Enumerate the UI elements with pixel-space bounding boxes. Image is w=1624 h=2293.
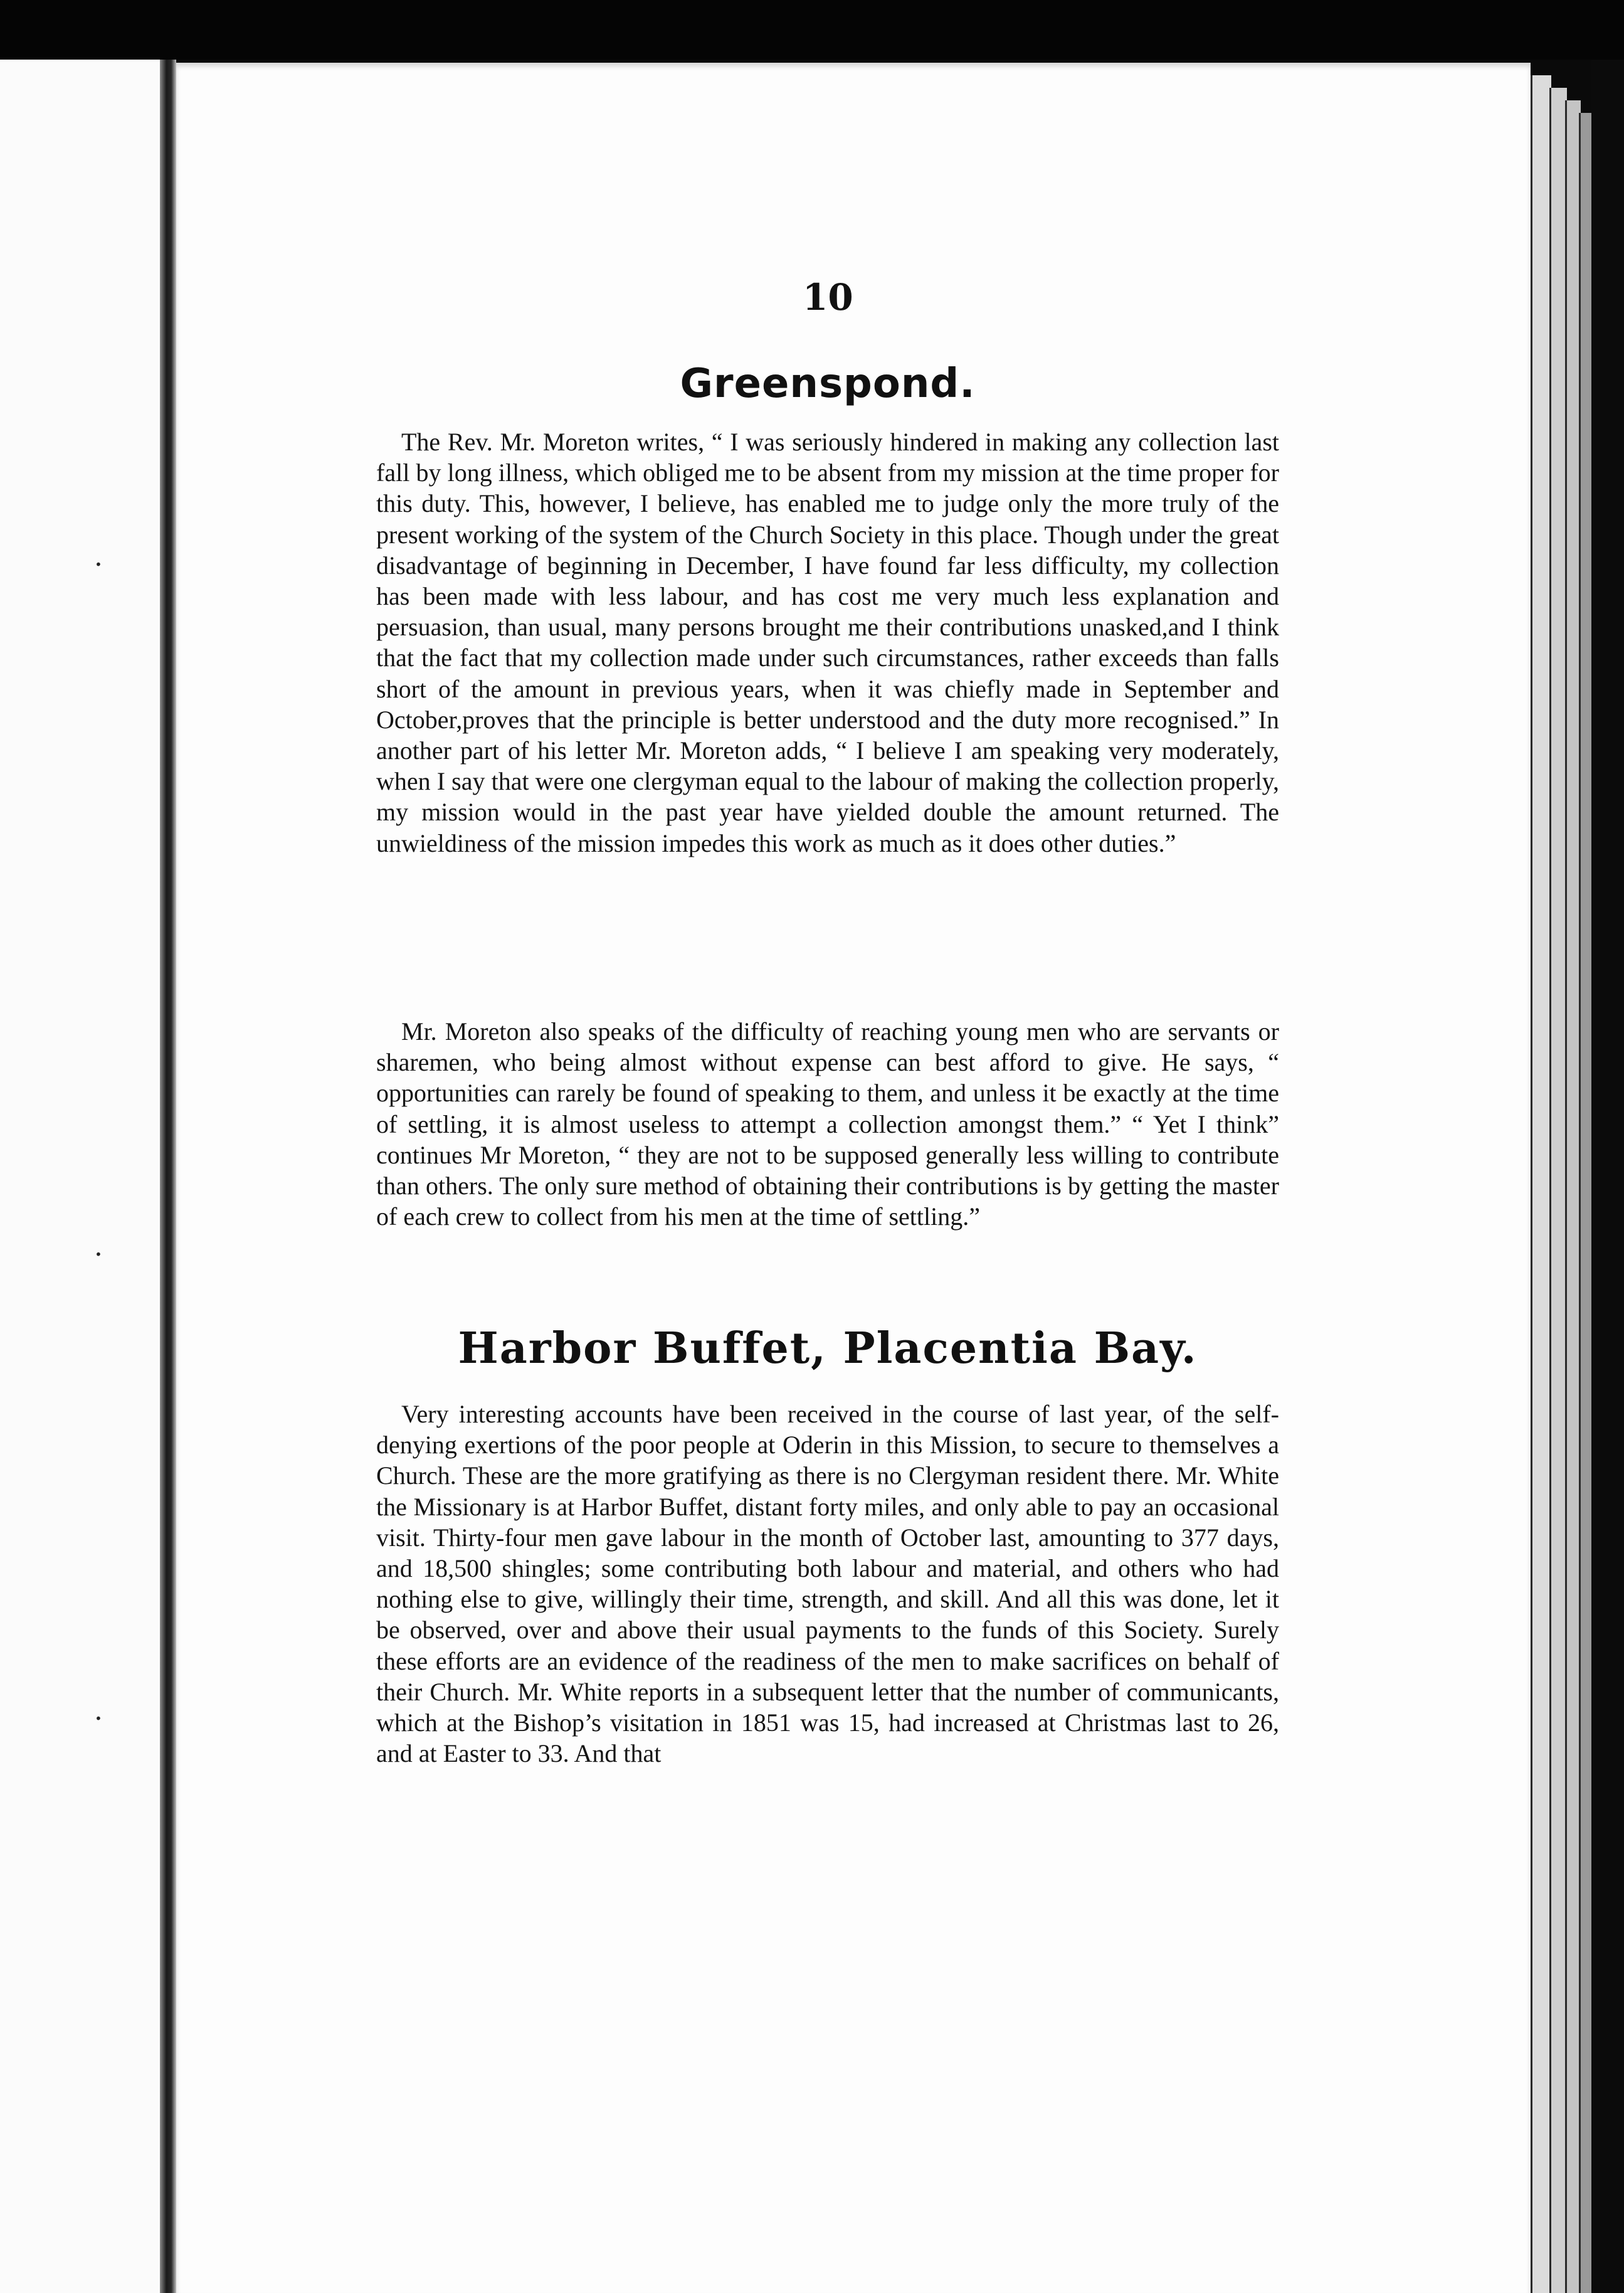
section-heading: Harbor Buffet, Placentia Bay. — [458, 1323, 1198, 1374]
page-edge — [1549, 88, 1567, 2293]
body-paragraph: Mr. Moreton also speaks of the difficulty of reaching young men who are servants or sharemen, who being almost without expense can best afford to give. He says, “ opportunities can rarely be found of speaking to them, and unless it be exactly at the time of settling, it is almost useless to attempt a collection amongst them.” “ Yet I think” continues Mr Moreton, “ they are not to be supposed generally less willing to contribute than others. The only sure method of obtaining their contributions is by getting the master of each crew to collect from his men at the time of settling.” — [376, 1017, 1279, 1231]
scan-right-border — [1591, 60, 1624, 2293]
page-edge — [1531, 75, 1551, 2293]
previous-page-edge — [0, 60, 160, 2293]
scan-top-border — [0, 0, 1624, 60]
margin-mark: · — [94, 1239, 103, 1271]
body-paragraph: The Rev. Mr. Moreton writes, “ I was seriously hindered in making any collection last fall by long illness, which obliged me to be absent from my mission at the time proper for this duty. This, however, I believe, has enabled me to judge only the more truly of the present working of the system of the Church Society in this place. Though under the great disadvantage of beginning in December, I have found far less difficulty, my collection has been made with less labour, and has cost me very much less explanation and persuasion, than usual, many persons brought me their contributions unasked,and I think that the fact that my collection made under such circumstances, rather exceeds than falls short of the amount in previous years, when it was chiefly made in September and October,proves that the principle is better understood and the duty more recognised.” In another part of his letter Mr. Moreton adds, “ I believe I am speaking very moderately, when I say that were one clergyman equal to the labour of making the collection properly, my mission would in the past year have yielded double the amount returned. The unwieldiness of the mission impedes this work as much as it does other duties.” — [376, 428, 1279, 857]
margin-mark: · — [94, 1703, 103, 1735]
book-gutter — [160, 60, 176, 2293]
margin-mark: · — [94, 549, 103, 581]
page-number: 10 — [803, 276, 853, 319]
section-heading: Greenspond. — [680, 361, 976, 407]
body-paragraph: Very interesting accounts have been received in the course of last year, of the self-denying exertions of the poor people at Oderin in this Mission, to secure to themselves a Church. These are the more gratifying as there is no Clergyman resident there. Mr. White the Missionary is at Harbor Buffet, distant forty miles, and only able to pay an occasional visit. Thirty-four men gave labour in the month of October last, amounting to 377 days, and 18,500 shingles; some contributing both labour and material, and others who had nothing else to give, willingly their time, strength, and skill. And all this was done, let it be observed, over and above their usual payments to the funds of this Society. Surely these efforts are an evidence of the readiness of the men to make sacrifices on behalf of their Church. Mr. White reports in a subsequent letter that the number of communicants, which at the Bishop’s visitation in 1851 was 15, had increased at Christmas last to 26, and at Easter to 33. And that — [376, 1400, 1279, 1768]
